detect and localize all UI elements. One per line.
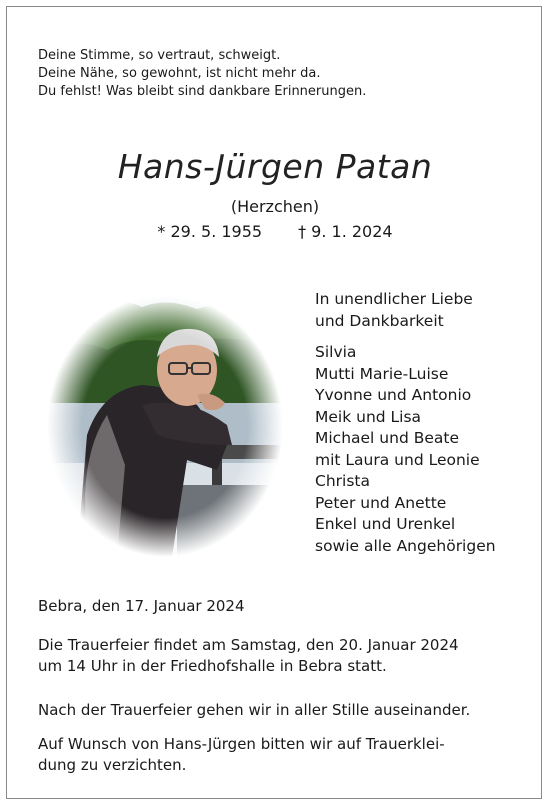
list-item: Mutti Marie-Luise (315, 364, 449, 383)
place-and-date: Bebra, den 17. Januar 2024 (38, 597, 245, 615)
list-item: Peter und Anette (315, 493, 447, 512)
dedication-line-2: und Dankbarkeit (315, 311, 444, 330)
deceased-name: Hans-Jürgen Patan (117, 147, 433, 186)
quote-line-2: Deine Nähe, so gewohnt, ist nicht mehr da. (38, 66, 321, 81)
life-dates (7, 222, 543, 241)
list-item: Michael und Beate (315, 429, 459, 447)
request-line-1: Auf Wunsch von Hans-Jürgen bitten wir auf Trauerklei- (38, 735, 445, 753)
list-item: Yvonne und Antonio (315, 386, 472, 404)
list-item: Christa (315, 472, 370, 490)
deceased-nickname: (Herzchen) (230, 197, 320, 216)
list-item: Meik und Lisa (315, 407, 422, 426)
list-item: sowie alle Angehörigen (315, 536, 496, 555)
list-item: Silvia (315, 343, 357, 361)
quote-line-1: Deine Stimme, so vertraut, schweigt. (38, 48, 281, 63)
ceremony-line-2: um 14 Uhr in der Friedhofshalle in Bebra statt. (38, 657, 387, 675)
death-date: † 9. 1. 2024 (298, 222, 393, 241)
request-line-2: dung zu verzichten. (38, 756, 187, 774)
memorial-quote (38, 47, 366, 101)
quote-line-3: Du fehlst! Was bleibt sind dankbare Erinnerungen. (38, 84, 367, 99)
ceremony-line-1: Die Trauerfeier findet am Samstag, den 20. Januar 2024 (38, 636, 459, 654)
dedication-line-1: In unendlicher Liebe (315, 290, 473, 308)
birth-date: * 29. 5. 1955 (157, 222, 263, 241)
obituary-card (6, 6, 542, 799)
portrait-photo (47, 295, 283, 557)
list-item: mit Laura und Leonie (315, 450, 480, 469)
after-ceremony-note: Nach der Trauerfeier gehen wir in aller Stille auseinander. (38, 701, 471, 719)
mourners-list (315, 289, 496, 557)
dress-request (38, 734, 445, 776)
ceremony-info (38, 635, 459, 677)
list-item: Enkel und Urenkel (315, 515, 456, 533)
